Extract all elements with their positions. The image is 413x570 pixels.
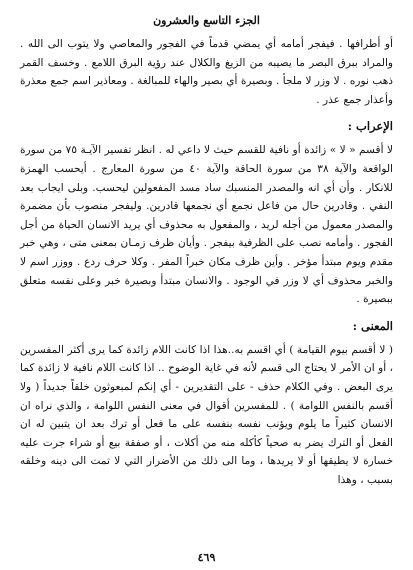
paragraph-vocabulary: أو أطرافها . فيفجر أمامه أي يمضي قدماً في الفجور والمعاصي ولا يتوب الى الله . والمراد ببرق البصر ما يصيبه من الزيغ والكلال عند رؤية البرق اللامع . وخسف القمر ذهب نوره . لا وزر لا ملجأ . وبصيرة أي بصير والهاء للمبالغة . ومعاذير اسم جمع معذرة وأعذار جمع عذر . [20,38,393,106]
paragraph-mana: ( لا أقسم بيوم القيامة ) أي اقسم به..هذا اذا كانت اللام زائدة كما يرى أكثر المفسرين ، أو ان الأمر لا يحتاج الى قسم لأنه في غاية الوضوح .. اذا كانت اللام نافية لا زائدة كما يرى البعض . وفي الكلام حذف - على التقديرين - أي إنكم لمبعوثون خلقاً جديداً ( ولا أقسم بالنفس اللوامة ) . للمفسرين أقوال في معنى النفس اللوامة ، والذي نراه ان الانسان كثيراً ما يلوم ويؤنب نفسه بنفسه على ما فعل أو ترك بعد ان يتبين له ان الفعل أو الترك يضر به صحياً كأكله منه من أكلات ، أو صفقة بيع أو شراء جرت عليه خسارة لا يطيقها أو لا يريدها ، وما الى ذلك من الأضرار التي لا تمت الى دينه وخلقه بسبب ، وهذا [20,343,393,486]
section-heading-irab: الإعراب : [347,119,393,134]
section-heading-mana: المعنى : [352,318,393,333]
page-number: ٤٦٩ [197,551,216,564]
paragraph-irab: لا أقسم « لا » زائدة أو نافية للقسم حيث لا داعي له . انظر تفسير الآيـة ٧٥ من سورة الواقعة والآية ٣٨ من سورة الحاقة والآية ٤٠ من سورة المعارج . أيحسب الهمزة للانكار . وأن أي انه والمصدر المنسبك ساد مسد المفعولين ليحسب. وبلى ايجاب بعد النفي . وقادرين حال من فاعل نجمع أي نجمعها قادرين. وليفجر منصوب بأن مضمرة والمصدر معمول من أجله لريد ، والمفعول به محذوف أي يريد الانسان الحياة من أجل الفجور . وأمامه نصب على الظرفية بيفجر . وأيان ظرف زمـان بمعنى متى ، وهي خبر مقدم ويوم مبتدأ مؤخر . وأين ظرف مكان خبراً المفر . وكلا حرف ردع . ووزر اسم لا والخبر محذوف أي لا وزر في الوجود . والانسان مبتدأ وبصيرة خبر وعلى نفسه متعلق ببصيرة . [20,144,393,306]
running-head: الجزء التاسع والعشرون [153,14,260,27]
